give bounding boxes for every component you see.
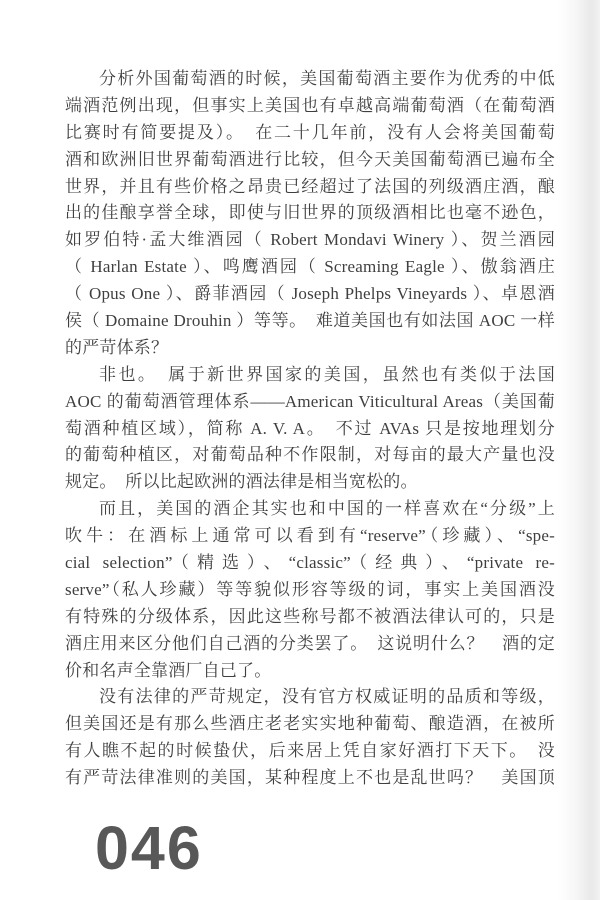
text-line: 而且，美国的酒企其实也和中国的一样喜欢在“分级”上	[99, 499, 555, 519]
text-line: 非也。 属于新世界国家的美国，虽然也有类似于法国	[99, 364, 555, 384]
text-line: 有人瞧不起的时候蛰伏，后来居上凭自家好酒打下天下。 没	[65, 741, 555, 761]
text-line: 萄酒种植区域），简称 A. V. A。 不过 AVAs 只是按地理划分	[65, 418, 555, 438]
text-line: （ Opus One ）、爵菲酒园（ Joseph Phelps Vineyards ）、卓恩酒	[65, 284, 555, 304]
text-line: 比赛时有简要提及）。 在二十几年前，没有人会将美国葡萄	[65, 122, 555, 142]
text-line: 酒庄用来区分他们自己酒的分类罢了。 这说明什么？ 酒的定	[65, 633, 555, 653]
text-line: 有特殊的分级体系，因此这些称号都不被酒法律认可的，只是	[65, 606, 555, 626]
text-line: 的严苛体系？	[65, 337, 169, 357]
text-line: 但美国还是有那么些酒庄老老实实地种葡萄、酿造酒，在被所	[65, 714, 555, 734]
text-line: 没有法律的严苛规定，没有官方权威证明的品质和等级，	[99, 687, 555, 707]
text-line: 侯（ Domaine Drouhin ）等等。 难道美国也有如法国 AOC 一样	[65, 311, 555, 331]
text-line: 端酒范例出现，但事实上美国也有卓越高端葡萄酒（在葡萄酒	[65, 95, 555, 115]
text-line: AOC 的葡萄酒管理体系——American Viticultural Areas（美国葡	[65, 391, 555, 411]
text-line: 出的佳酿享誉全球，即使与旧世界的顶级酒相比也毫不逊色，	[65, 203, 555, 223]
text-line: cial selection”（精选）、“classic”（经典）、“private re-	[65, 553, 555, 573]
page-number: 046	[95, 814, 203, 882]
text-line: 的葡萄种植区，对葡萄品种不作限制，对每亩的最大产量也没	[65, 445, 555, 465]
text-line: 酒和欧洲旧世界葡萄酒进行比较，但今天美国葡萄酒已遍布全	[65, 149, 555, 169]
text-line: 规定。 所以比起欧洲的酒法律是相当宽松的。	[65, 472, 418, 492]
text-line: serve”（私人珍藏）等等貌似形容等级的词，事实上美国酒没	[65, 579, 555, 599]
text-line: （ Harlan Estate ）、鸣鹰酒园（ Screaming Eagle ）、傲翁酒庄	[65, 257, 555, 277]
text-line: 有严苛法律准则的美国，某种程度上不也是乱世吗？ 美国顶	[65, 768, 555, 788]
text-line: 如罗伯特·孟大维酒园（ Robert Mondavi Winery ）、贺兰酒园	[65, 230, 555, 250]
text-line: 吹牛：在酒标上通常可以看到有“reserve”（珍藏）、“spe-	[65, 526, 555, 546]
text-line: 价和名声全靠酒厂自己了。	[65, 660, 272, 680]
text-line: 分析外国葡萄酒的时候，美国葡萄酒主要作为优秀的中低	[99, 69, 555, 88]
text-line: 世界，并且有些价格之昂贵已经超过了法国的列级酒庄酒，酿	[65, 176, 555, 196]
body-text	[65, 66, 555, 792]
